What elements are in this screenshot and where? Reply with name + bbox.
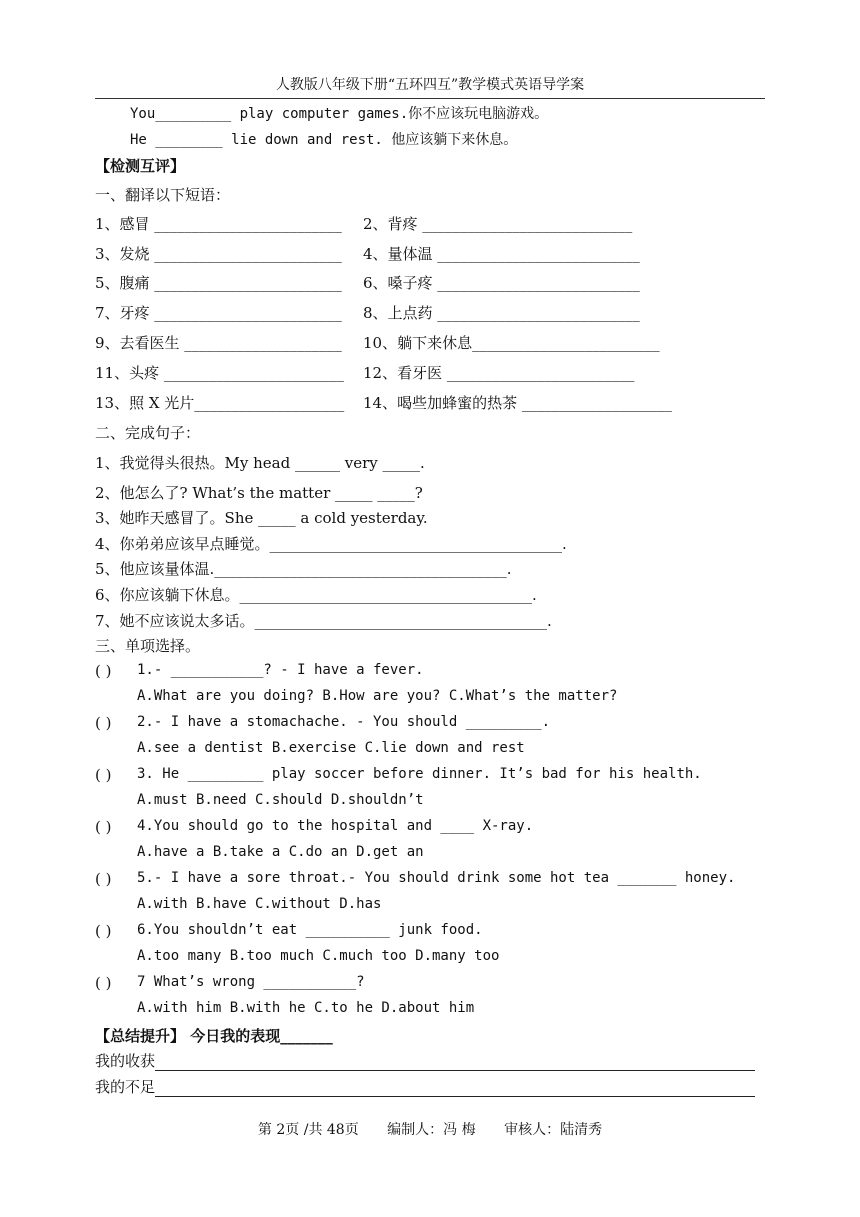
editor-label: 编制人：冯 梅 bbox=[387, 1122, 476, 1138]
question-7: 7 What’s wrong ___________? bbox=[137, 974, 365, 990]
sentence-2: 2、他怎么了? What’s the matter _____ _____? bbox=[95, 484, 423, 502]
phrase-13: 13、照 X 光片____________________ bbox=[95, 394, 345, 412]
options-2: A.see a dentist B.exercise C.lie down and rest bbox=[137, 740, 525, 756]
question-5: 5.- I have a sore throat.- You should drink some hot tea _______ honey. bbox=[137, 870, 736, 886]
lack-write-line[interactable] bbox=[155, 1080, 755, 1097]
phrase-3: 3、发烧 _________________________ bbox=[95, 245, 342, 263]
options-4: A.have a B.take a C.do an D.get an bbox=[137, 844, 424, 860]
phrase-9: 9、去看医生 _____________________ bbox=[95, 334, 342, 352]
part3-title: 三、单项选择。 bbox=[95, 637, 201, 655]
answer-paren-2: ( ) bbox=[95, 714, 112, 732]
section-check-title: 【检测互评】 bbox=[95, 157, 186, 175]
question-4: 4.You should go to the hospital and ____ X-ray. bbox=[137, 818, 534, 834]
reviewer-label: 审核人：陆清秀 bbox=[504, 1122, 603, 1138]
sentence-1: 1、我觉得头很热。My head ______ very _____. bbox=[95, 454, 425, 472]
answer-paren-5: ( ) bbox=[95, 870, 112, 888]
phrase-1: 1、感冒 _________________________ bbox=[95, 215, 342, 233]
phrase-11: 11、头疼 ________________________ bbox=[95, 364, 344, 382]
phrase-6: 6、嗓子疼 ___________________________ bbox=[363, 274, 640, 292]
question-2: 2.- I have a stomachache. - You should _________. bbox=[137, 714, 551, 730]
answer-paren-7: ( ) bbox=[95, 974, 112, 992]
page-footer bbox=[0, 1119, 860, 1139]
phrase-7: 7、牙疼 _________________________ bbox=[95, 304, 342, 322]
sentence-3: 3、她昨天感冒了。She _____ a cold yesterday. bbox=[95, 509, 428, 527]
part2-title: 二、完成句子： bbox=[95, 424, 201, 442]
gain-row bbox=[95, 1050, 755, 1071]
phrase-2: 2、背疼 ____________________________ bbox=[363, 215, 633, 233]
options-7: A.with him B.with he C.to he D.about him bbox=[137, 1000, 475, 1016]
phrase-14: 14、喝些加蜂蜜的热茶 ____________________ bbox=[363, 394, 672, 412]
page-number: 第 2页 /共 48页 bbox=[257, 1122, 359, 1138]
answer-paren-1: ( ) bbox=[95, 662, 112, 680]
lack-label: 我的不足 bbox=[95, 1078, 156, 1096]
phrase-5: 5、腹痛 _________________________ bbox=[95, 274, 342, 292]
intro-line-1: You_________ play computer games.你不应该玩电脑游戏。 bbox=[130, 106, 549, 122]
options-3: A.must B.need C.should D.shouldn’t bbox=[137, 792, 424, 808]
sentence-5: 5、他应该量体温._______________________________________. bbox=[95, 560, 512, 578]
sentence-7: 7、她不应该说太多话。_______________________________________. bbox=[95, 612, 552, 630]
question-6: 6.You shouldn’t eat __________ junk food. bbox=[137, 922, 483, 938]
part1-title: 一、翻译以下短语： bbox=[95, 186, 231, 204]
page-header: 人教版八年级下册“五环四互”教学模式英语导学案 bbox=[95, 74, 765, 99]
question-1: 1.- ___________? - I have a fever. bbox=[137, 662, 424, 678]
intro-line-2: He ________ lie down and rest. 他应该躺下来休息。 bbox=[130, 132, 518, 148]
answer-paren-4: ( ) bbox=[95, 818, 112, 836]
sentence-6: 6、你应该躺下休息。_______________________________________. bbox=[95, 586, 537, 604]
options-6: A.too many B.too much C.much too D.many too bbox=[137, 948, 500, 964]
phrase-4: 4、量体温 ___________________________ bbox=[363, 245, 640, 263]
gain-label: 我的收获 bbox=[95, 1052, 156, 1070]
gain-write-line[interactable] bbox=[155, 1054, 755, 1071]
options-5: A.with B.have C.without D.has bbox=[137, 896, 382, 912]
summary-title: 【总结提升】 今日我的表现_______ bbox=[95, 1027, 333, 1045]
answer-paren-3: ( ) bbox=[95, 766, 112, 784]
phrase-10: 10、躺下来休息_________________________ bbox=[363, 334, 660, 352]
answer-paren-6: ( ) bbox=[95, 922, 112, 940]
lack-row bbox=[95, 1076, 755, 1097]
options-1: A.What are you doing? B.How are you? C.What’s the matter? bbox=[137, 688, 618, 704]
phrase-8: 8、上点药 ___________________________ bbox=[363, 304, 640, 322]
sentence-4: 4、你弟弟应该早点睡觉。_______________________________________. bbox=[95, 535, 567, 553]
question-3: 3. He _________ play soccer before dinner. It’s bad for his health. bbox=[137, 766, 702, 782]
phrase-12: 12、看牙医 _________________________ bbox=[363, 364, 635, 382]
